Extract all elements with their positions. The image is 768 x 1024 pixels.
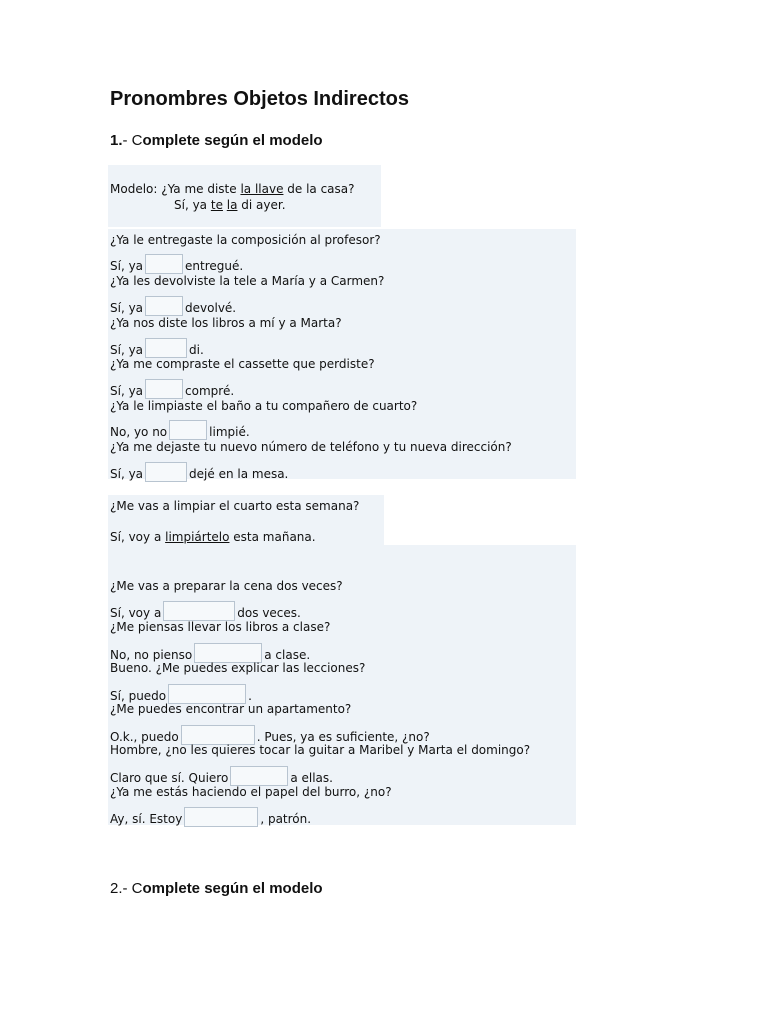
ex1-a5-pre: No, yo no [110,425,168,439]
model-answer [174,198,286,212]
ex1-a2-post: devolvé. [185,301,237,315]
ex2-a1 [110,601,301,621]
ex2-q5: Hombre, ¿no les quieres tocar la guitar a Maribel y Marta el domingo? [110,743,531,757]
section-1-number: 1. [110,132,123,149]
section-2-dash: - C [122,880,143,897]
ex2-a1-pre: Sí, voy a [110,606,162,620]
ex1-answer-input-2[interactable] [145,296,183,316]
model-underlined: la llave [240,182,284,196]
ex1-q1: ¿Ya le entregaste la composición al profesor? [110,233,381,247]
ex1-answer-input-5[interactable] [169,420,207,440]
ex2-q6: ¿Ya me estás haciendo el papel del burro, ¿no? [110,785,392,799]
model-answer-pre: Sí, ya [174,198,211,212]
ex2-a3-post: . [248,689,252,703]
ex2-a6 [110,807,311,827]
ex1-a5-post: limpié. [209,425,250,439]
section-2-number: 2. [110,880,123,897]
ex1-q5: ¿Ya le limpiaste el baño a tu compañero de cuarto? [110,399,418,413]
model-2-answer [110,530,316,544]
page-title: Pronombres Objetos Indirectos [110,88,409,110]
model-answer-la: la [226,198,238,212]
model-answer-post: di ayer. [237,198,286,212]
ex2-answer-input-3[interactable] [168,684,246,704]
ex2-a2-post: a clase. [264,648,311,662]
ex2-answer-input-5[interactable] [230,766,288,786]
section-1-heading [110,132,323,149]
ex1-a3-pre: Sí, ya [110,343,144,357]
ex1-a4-pre: Sí, ya [110,384,144,398]
ex1-a4-post: compré. [185,384,235,398]
ex2-a1-post: dos veces. [237,606,301,620]
ex2-a4-post: . Pues, ya es suficiente, ¿no? [256,730,430,744]
section-2-text: omplete según el modelo [142,880,323,897]
section-1-dash: - C [122,132,143,149]
model-panel [108,165,381,227]
model-answer-te: te [210,198,223,212]
ex1-a3-post: di. [189,343,204,357]
ex2-a3-pre: Sí, puedo [110,689,167,703]
model-label: Modelo: ¿Ya me diste [110,182,241,196]
ex2-a5 [110,766,333,786]
ex2-a5-post: a ellas. [290,771,333,785]
model-2-answer-pre: Sí, voy a [110,530,166,544]
ex1-a1 [110,254,243,274]
ex1-q6: ¿Ya me dejaste tu nuevo número de teléfono y tu nueva dirección? [110,440,512,454]
ex1-answer-input-6[interactable] [145,462,187,482]
ex2-a2 [110,643,310,663]
ex2-a4-pre: O.k., puedo [110,730,179,744]
ex1-a5 [110,420,250,440]
ex2-q4: ¿Me puedes encontrar un apartamento? [110,702,352,716]
ex1-q2: ¿Ya les devolviste la tele a María y a Carmen? [110,274,385,288]
ex2-a2-pre: No, no pienso [110,648,193,662]
ex2-a5-pre: Claro que sí. Quiero [110,771,229,785]
ex2-a6-post: , patrón. [260,812,312,826]
ex1-answer-input-4[interactable] [145,379,183,399]
model-rest: de la casa? [283,182,355,196]
ex2-a4 [110,725,430,745]
section-1-text: omplete según el modelo [142,132,323,149]
ex1-answer-input-1[interactable] [145,254,183,274]
ex2-q1: ¿Me vas a preparar la cena dos veces? [110,579,343,593]
ex2-a6-pre: Ay, sí. Estoy [110,812,183,826]
ex1-a4 [110,379,234,399]
ex1-a1-pre: Sí, ya [110,259,144,273]
ex2-answer-input-6[interactable] [184,807,258,827]
model-2-answer-post: esta mañana. [229,530,316,544]
ex1-answer-input-3[interactable] [145,338,187,358]
ex1-a6-pre: Sí, ya [110,467,144,481]
ex1-a6-post: dejé en la mesa. [189,467,289,481]
ex2-a3 [110,684,252,704]
ex2-answer-input-1[interactable] [163,601,235,621]
ex1-a6 [110,462,288,482]
ex1-q3: ¿Ya nos diste los libros a mí y a Marta? [110,316,342,330]
model-question [110,182,355,196]
ex2-answer-input-2[interactable] [194,643,262,663]
ex2-q2: ¿Me piensas llevar los libros a clase? [110,620,331,634]
ex1-a2 [110,296,236,316]
ex1-q4: ¿Ya me compraste el cassette que perdiste? [110,357,375,371]
ex2-answer-input-4[interactable] [181,725,255,745]
section-2-heading [110,880,323,897]
ex1-a3 [110,338,204,358]
model-2-question: ¿Me vas a limpiar el cuarto esta semana? [110,499,360,513]
ex1-a2-pre: Sí, ya [110,301,144,315]
ex2-q3: Bueno. ¿Me puedes explicar las lecciones? [110,661,366,675]
ex1-a1-post: entregué. [185,259,244,273]
model-2-answer-underlined: limpiártelo [165,530,230,544]
